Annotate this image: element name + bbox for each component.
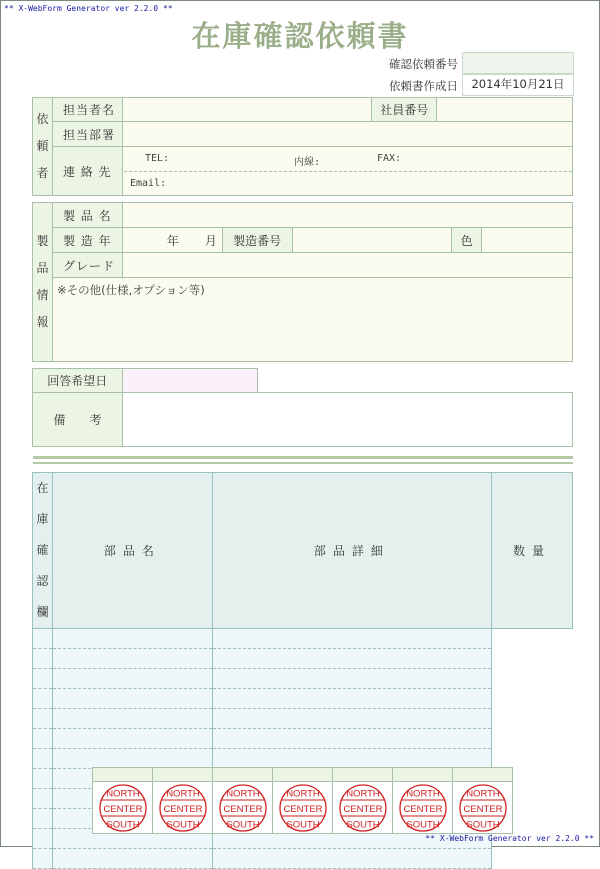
seal-text: NORTH (405, 788, 440, 799)
employee-no-field[interactable] (437, 98, 573, 122)
table-row (33, 689, 573, 709)
seal-stamp-icon (98, 783, 148, 833)
created-date-field[interactable]: 2014年10月21日 (462, 74, 574, 96)
grade-label: グレード (52, 253, 122, 278)
color-field[interactable] (482, 228, 573, 253)
part-detail-cell[interactable] (52, 669, 212, 689)
requester-section (32, 97, 573, 196)
table-row (33, 709, 573, 729)
part-name-cell[interactable] (33, 749, 53, 769)
table-row (33, 669, 573, 689)
part-name-cell[interactable] (33, 629, 53, 649)
seal-text: NORTH (345, 788, 380, 799)
part-name-cell[interactable] (33, 789, 53, 809)
section-char: 者 (36, 166, 49, 180)
month-unit: 月 (204, 233, 217, 248)
seal-stamp-icon (158, 783, 208, 833)
product-section-label (33, 203, 53, 362)
part-name-cell[interactable] (33, 849, 53, 869)
contact-label: 連 絡 先 (52, 147, 122, 196)
seal-text: CENTER (222, 803, 263, 815)
seal-text: SOUTH (405, 819, 440, 830)
stamp-cell[interactable] (213, 782, 273, 834)
table-row (33, 629, 573, 649)
employee-no-label: 社員番号 (372, 98, 437, 122)
section-char: 品 (36, 261, 49, 275)
year-month-field[interactable] (122, 228, 222, 253)
seal-text: NORTH (225, 788, 260, 799)
person-field[interactable] (122, 98, 371, 122)
generator-label-bottom: ** X-WebForm Generator ver 2.2.0 ** (425, 834, 594, 843)
seal-text: SOUTH (105, 819, 140, 830)
seal-text: SOUTH (225, 819, 260, 830)
part-detail-cell[interactable] (52, 849, 212, 869)
confirm-no-label: 確認依頼番号 (389, 57, 458, 71)
color-label: 色 (452, 228, 482, 253)
part-detail-cell[interactable] (52, 709, 212, 729)
stamp-header-cell[interactable] (213, 768, 273, 782)
seal-text: CENTER (102, 803, 143, 815)
quantity-cell[interactable] (212, 629, 491, 649)
year-label: 製 造 年 (52, 228, 122, 253)
stamp-cell[interactable] (153, 782, 213, 834)
other-spec-field[interactable] (52, 278, 572, 362)
section-char: 庫 (36, 512, 49, 526)
seal-stamp-icon (458, 783, 508, 833)
stamp-header-cell[interactable] (93, 768, 153, 782)
seal-text: SOUTH (165, 819, 200, 830)
grade-field[interactable] (122, 253, 572, 278)
seal-text: CENTER (402, 803, 443, 815)
seal-stamp-icon (278, 783, 328, 833)
seal-text: NORTH (465, 788, 500, 799)
stamp-header-cell[interactable] (333, 768, 393, 782)
quantity-cell[interactable] (212, 669, 491, 689)
section-char: 製 (36, 234, 49, 248)
reply-date-row (32, 368, 258, 393)
stamp-header-cell[interactable] (153, 768, 213, 782)
other-spec-label: ※その他(仕様,オプション等) (56, 283, 205, 297)
stamp-cell[interactable] (333, 782, 393, 834)
seal-text: SOUTH (465, 819, 500, 830)
stock-section-label (33, 473, 53, 629)
part-name-cell[interactable] (33, 709, 53, 729)
section-divider (33, 462, 573, 464)
seal-stamp-icon (398, 783, 448, 833)
contact-dashed-separator (124, 171, 572, 172)
ext-label: 内線: (294, 157, 321, 168)
section-char: 頼 (36, 139, 49, 153)
stamp-area (92, 767, 513, 834)
page-title: 在庫確認依頼書 (191, 19, 409, 53)
stamp-header-cell[interactable] (393, 768, 453, 782)
seal-text: SOUTH (285, 819, 320, 830)
desired-date-field[interactable] (122, 369, 257, 393)
seal-text: NORTH (285, 788, 320, 799)
table-row (33, 749, 573, 769)
part-detail-cell[interactable] (52, 749, 212, 769)
quantity-cell[interactable] (212, 849, 491, 869)
part-name-cell[interactable] (33, 689, 53, 709)
section-char: 確 (36, 543, 49, 557)
seal-text: NORTH (105, 788, 140, 799)
department-label: 担当部署 (52, 122, 122, 147)
part-name-cell[interactable] (33, 829, 53, 849)
product-name-field[interactable] (122, 203, 572, 228)
remarks-row (32, 392, 573, 447)
column-header-part-detail: 部品詳細 (212, 473, 491, 629)
part-name-cell[interactable] (33, 669, 53, 689)
stamp-cell[interactable] (453, 782, 513, 834)
requester-section-label (33, 98, 53, 196)
generator-label-top: ** X-WebForm Generator ver 2.2.0 ** (4, 4, 173, 13)
person-label: 担当者名 (52, 98, 122, 122)
section-char: 欄 (36, 605, 49, 619)
column-header-part-name: 部品名 (52, 473, 212, 629)
quantity-cell[interactable] (212, 749, 491, 769)
remarks-label: 備 考 (33, 393, 123, 447)
seal-stamp-icon (218, 783, 268, 833)
stamp-cell[interactable] (273, 782, 333, 834)
seal-text: CENTER (282, 803, 323, 815)
seal-text: SOUTH (345, 819, 380, 830)
column-header-quantity: 数量 (492, 473, 573, 629)
year-unit: 年 (166, 233, 179, 248)
section-char: 依 (36, 112, 49, 126)
fax-label: FAX: (377, 153, 402, 164)
part-name-cell[interactable] (33, 649, 53, 669)
part-name-cell[interactable] (33, 729, 53, 749)
part-detail-cell[interactable] (52, 729, 212, 749)
remarks-field[interactable] (122, 393, 572, 447)
table-row (33, 729, 573, 749)
part-name-cell[interactable] (33, 809, 53, 829)
part-name-cell[interactable] (33, 769, 53, 789)
created-date-label: 依頼書作成日 (389, 79, 458, 93)
serial-label: 製造番号 (222, 228, 292, 253)
seal-stamp-icon (338, 783, 388, 833)
stamp-cell[interactable] (393, 782, 453, 834)
stamp-header-cell[interactable] (273, 768, 333, 782)
table-row (33, 649, 573, 669)
part-detail-cell[interactable] (52, 689, 212, 709)
quantity-cell[interactable] (212, 689, 491, 709)
part-detail-cell[interactable] (52, 629, 212, 649)
seal-text: NORTH (165, 788, 200, 799)
seal-text: CENTER (162, 803, 203, 815)
stamp-cell[interactable] (93, 782, 153, 834)
section-divider (33, 456, 573, 459)
department-field[interactable] (122, 122, 572, 147)
section-char: 情 (36, 288, 49, 302)
quantity-cell[interactable] (212, 709, 491, 729)
tel-label: TEL: (145, 153, 170, 164)
desired-date-label: 回答希望日 (33, 369, 123, 393)
seal-text: CENTER (342, 803, 383, 815)
product-section (32, 202, 573, 362)
table-row (33, 849, 573, 869)
section-char: 認 (36, 574, 49, 588)
stamp-header-cell[interactable] (453, 768, 513, 782)
part-detail-cell[interactable] (52, 649, 212, 669)
quantity-cell[interactable] (212, 649, 491, 669)
email-label: Email: (130, 178, 167, 189)
section-char: 在 (36, 481, 49, 495)
product-name-label: 製 品 名 (52, 203, 122, 228)
section-char: 報 (36, 315, 49, 329)
confirm-no-field[interactable] (462, 52, 574, 74)
serial-field[interactable] (292, 228, 452, 253)
seal-text: CENTER (462, 803, 503, 815)
quantity-cell[interactable] (212, 729, 491, 749)
